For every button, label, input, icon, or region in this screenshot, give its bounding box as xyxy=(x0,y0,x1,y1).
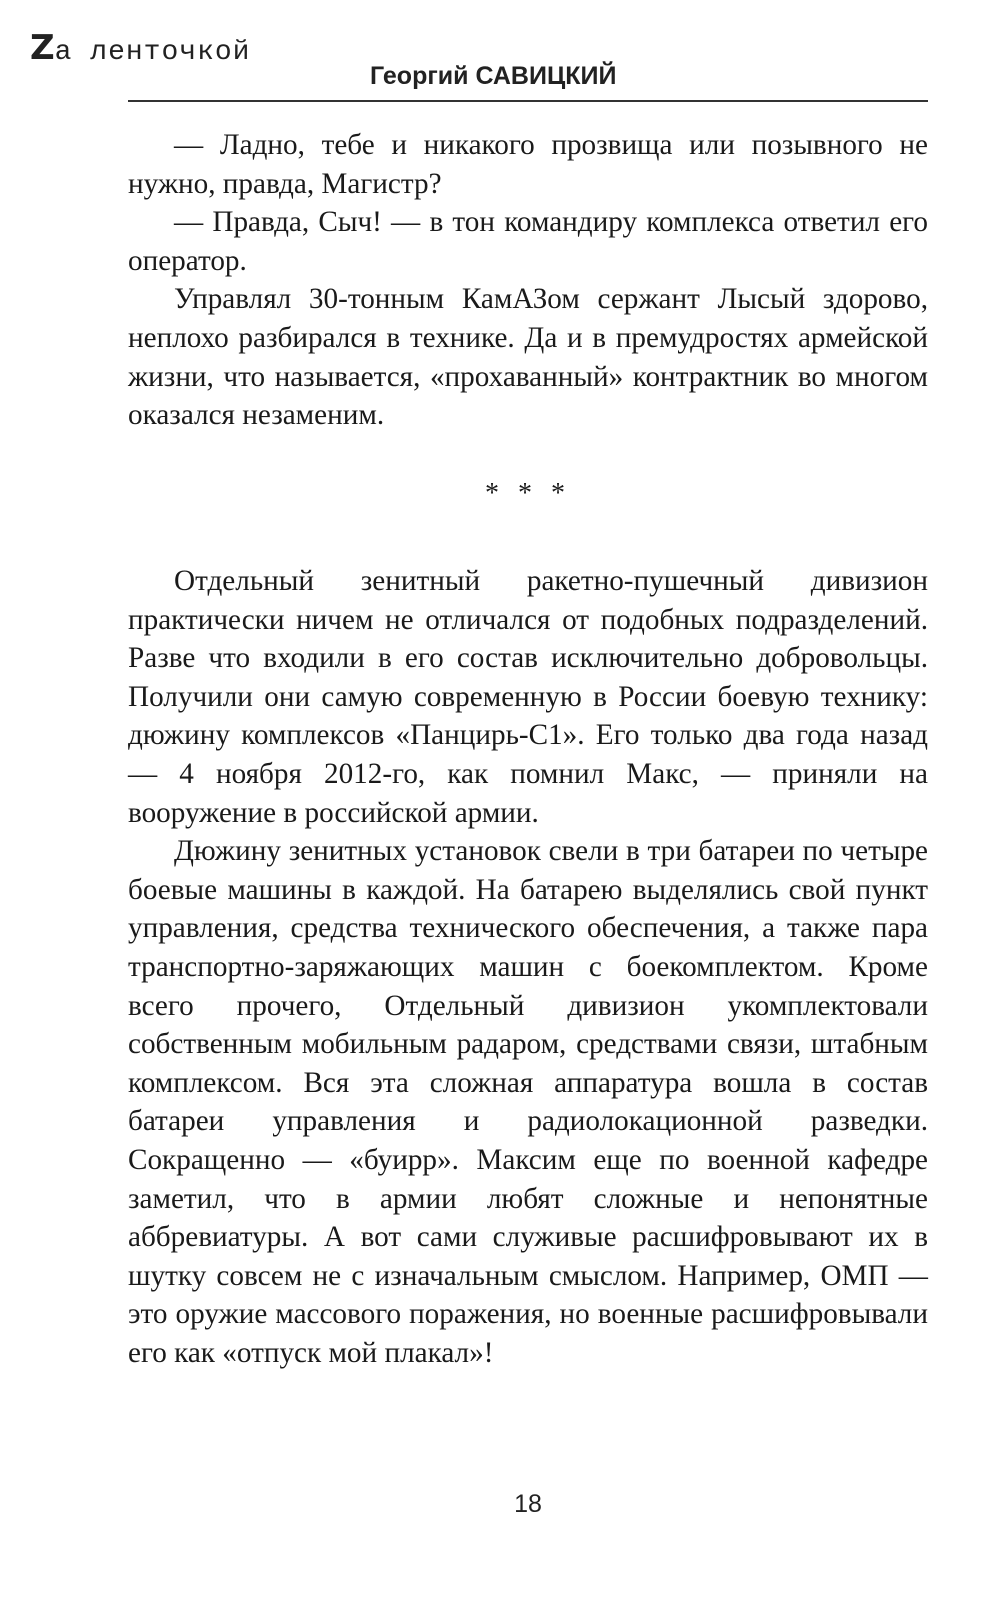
paragraph: Управлял 30-тонным КамАЗом сержант Лысый здорово, неплохо разбирался в технике. Да и в премудростях армейской жизни, что называется, «прохаванный» контрактник во многом оказался незаменим. xyxy=(128,283,928,432)
paragraph: — Ладно, тебе и никакого прозвища или позывного не нужно, правда, Магистр? xyxy=(128,129,928,200)
paragraph: Дюжину зенитных установок свели в три батареи по четыре боевые машины в каждой. На батарею выделялись свой пункт управления, средства технического обеспечения, а также пара транспортно-заряжающих машин с боекомплектом. Кроме всего прочего, Отдельный дивизион укомплектовали собственным мобильным радаром, средствами связи, штабным комплексом. Вся эта сложная аппаратура вошла в состав батареи управления и радиолокационной разведки. Сокращенно — «буирр». Максим еще по военной кафедре заметил, что в армии любят сложные и непонятные аббревиатуры. А вот сами служивые расшифровывают их в шутку совсем не с изначальным смыслом. Например, ОМП — это оружие массового поражения, но военные расшифровывали его как «отпуск мой плакал»! xyxy=(128,835,928,1369)
page-number: 18 xyxy=(514,1490,542,1518)
section-separator: * * * xyxy=(485,478,571,509)
text-section-2 xyxy=(128,562,928,1372)
author-name: Георгий САВИЦКИЙ xyxy=(370,62,617,90)
paragraph: — Правда, Сыч! — в тон командиру комплекса ответил его оператор. xyxy=(128,206,928,277)
paragraph: Отдельный зенитный ракетно-пушечный дивизион практически ничем не отличался от подобных подразделений. Разве что входили в его состав исключительно добровольцы. Получили они самую современную в России боевую технику: дюжину комплексов «Панцирь-С1». Его только два года назад — 4 ноября 2012-го, как помнил Макс, — приняли на вооружение в российской армии. xyxy=(128,565,928,829)
header-rule xyxy=(128,100,928,102)
series-title-initial: Z xyxy=(30,28,55,68)
series-title-rest: а ленточкой xyxy=(54,37,251,68)
series-title xyxy=(30,28,251,68)
text-section-1 xyxy=(128,126,928,435)
